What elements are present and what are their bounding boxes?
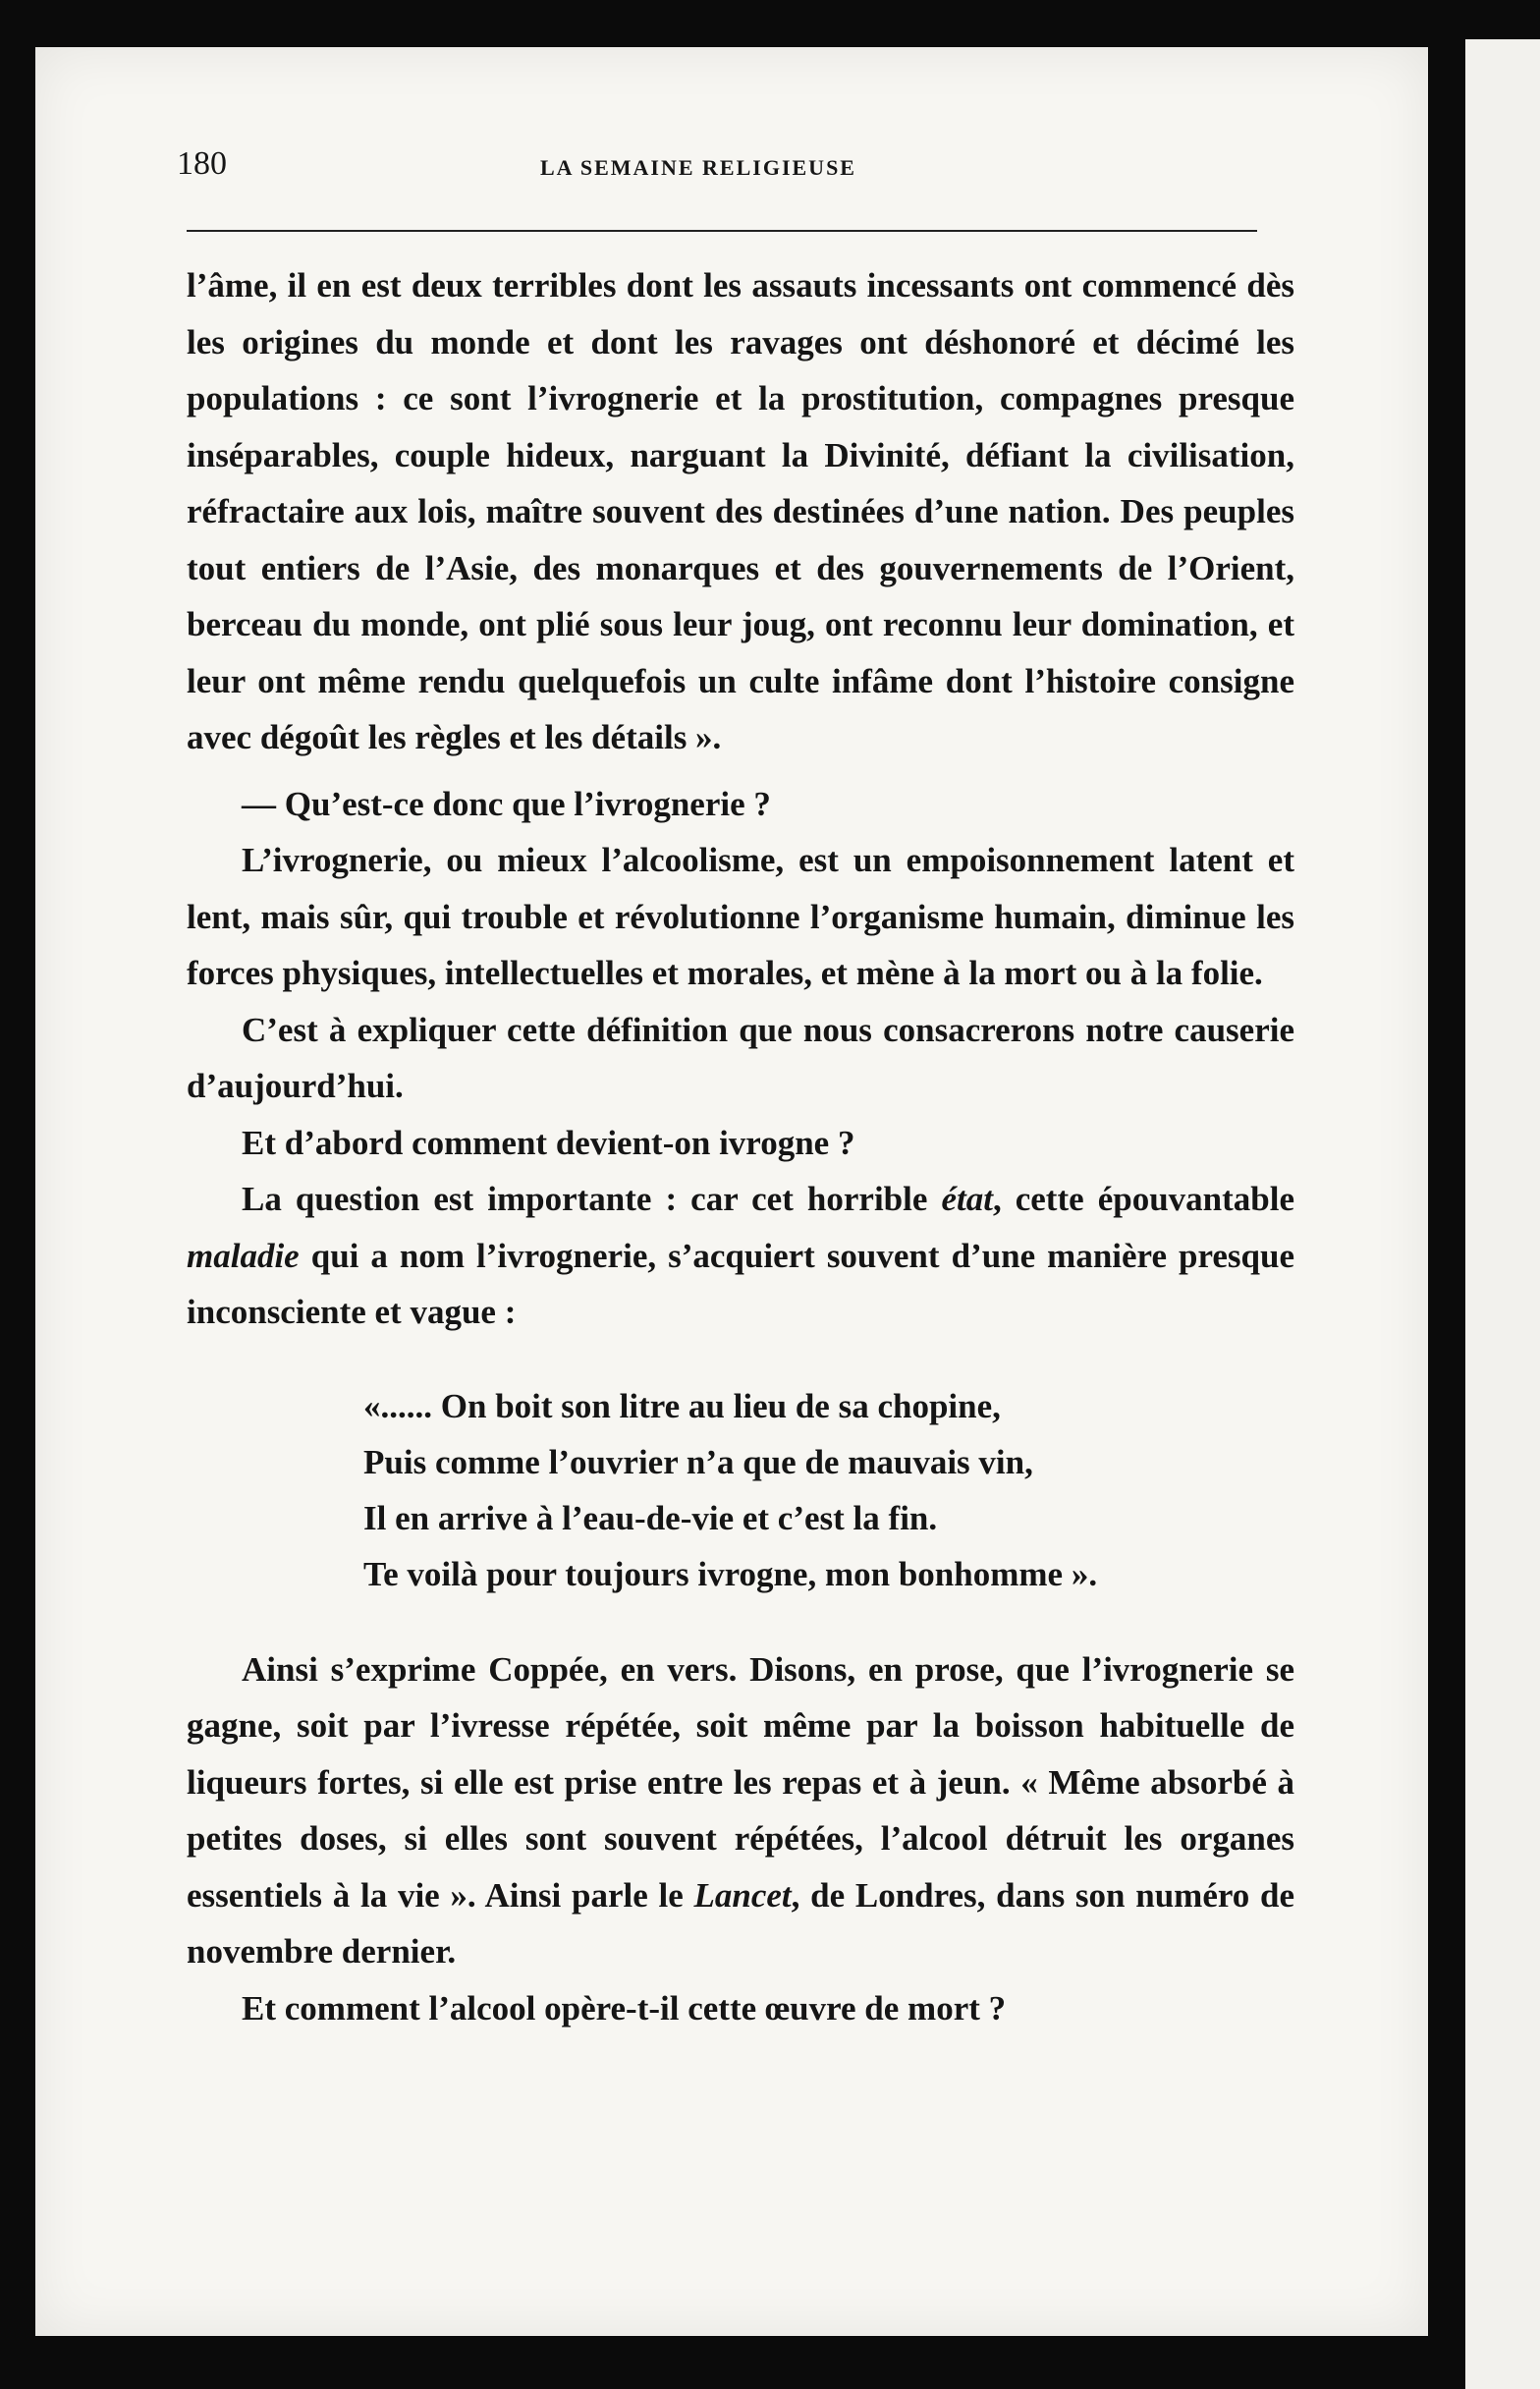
paragraph: C’est à expliquer cette définition que nous consacrerons notre causerie d’aujourd’hui. [187,1010,1294,1105]
article-body [187,257,1294,2036]
verse-line: Te voilà pour toujours ivrogne, mon bonhomme ». [363,1554,1098,1593]
running-head: LA SEMAINE RELIGIEUSE [540,155,856,180]
paragraph: L’ivrognerie, ou mieux l’alcoolisme, est un empoisonnement latent et lent, mais sûr, qui trouble et révolutionne l’organisme humain, diminue les forces physiques, intellectuelles et morales, et mène à la mort ou à la folie. [187,841,1294,992]
verse-quote [363,1378,1294,1602]
paragraph: Ainsi s’exprime Coppée, en vers. Disons, en prose, que l’ivrognerie se gagne, soit par l’ivresse répétée, soit même par la boisson habituelle de liqueurs fortes, si elle est prise entre les repas et à jeun. « Même absorbé à petites doses, si elles sont souvent répétées, l’alcool détruit les organes essentiels à la vie ». Ainsi parle le Lancet, de Londres, dans son numéro de novembre dernier. [187,1649,1294,1971]
paragraph: La question est importante : car cet horrible état, cette épouvantable maladie qui a nom l’ivrognerie, s’acquiert souvent d’une manière presque inconsciente et vague : [187,1180,1295,1331]
verse-line: «...... On boit son litre au lieu de sa chopine, [363,1386,1001,1425]
italic-term: Lancet [693,1875,792,1915]
italic-term: maladie [187,1236,300,1275]
paragraph: l’âme, il en est deux terribles dont les assauts incessants ont commencé dès les origines du monde et dont les ravages ont déshonoré et décimé les populations : ce sont l’ivrognerie et la prostitution, compagnes presque inséparables, couple hideux, narguant la Divinité, défiant la civilisation, réfractaire aux lois, maître souvent des destinées d’une nation. Des peuples tout entiers de l’Asie, des monarques et des gouvernements de l’Orient, berceau du monde, ont plié sous leur joug, ont reconnu leur domination, et leur ont même rendu quelquefois un culte infâme dont l’histoire consigne avec dégoût les règles et les détails ». [187,266,1294,756]
paragraph: Et d’abord comment devient-on ivrogne ? [242,1123,855,1162]
page-number: 180 [177,145,227,182]
italic-term: état [941,1180,993,1218]
adjacent-page-edge [1465,39,1540,2389]
verse-line: Puis comme l’ouvrier n’a que de mauvais vin, [363,1442,1033,1481]
page-header [177,145,1257,194]
verse-line: Il en arrive à l’eau-de-vie et c’est la fin. [363,1498,938,1537]
paragraph: — Qu’est-ce donc que l’ivrognerie ? [242,784,771,823]
paragraph: Et comment l’alcool opère-t-il cette œuvre de mort ? [242,1988,1007,2028]
header-rule [187,230,1257,232]
